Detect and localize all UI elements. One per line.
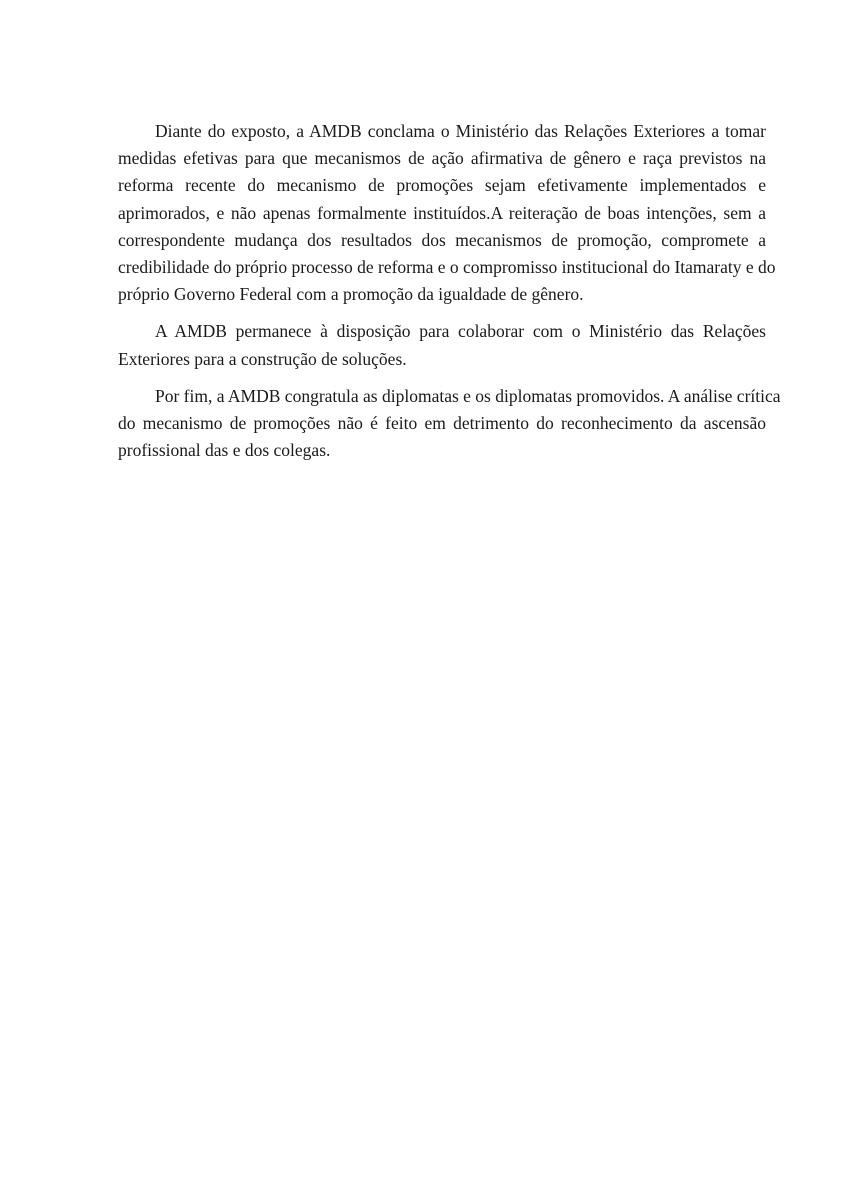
paragraph-availability [118,318,766,372]
text-line: próprio Governo Federal com a promoção da igualdade de gênero. [118,284,584,305]
text-line: Exteriores para a construção de soluções. [118,348,407,369]
text-line: reforma recente do mecanismo de promoções sejam efetivamente implementados e [118,175,766,196]
paragraph-congratulations [118,383,781,465]
paragraph-call-to-action [118,118,776,308]
text-line: A AMDB permanece à disposição para colaborar com o Ministério das Relações [155,321,766,342]
text-line: credibilidade do próprio processo de reforma e o compromisso institucional do Itamaraty e do [118,257,776,278]
text-line: Diante do exposto, a AMDB conclama o Ministério das Relações Exteriores a tomar [155,121,766,141]
text-line: profissional das e dos colegas. [118,440,331,461]
text-line: do mecanismo de promoções não é feito em detrimento do reconhecimento da ascensão [118,413,766,434]
text-line: aprimorados, e não apenas formalmente instituídos.A reiteração de boas intenções, sem a [118,202,766,223]
text-line: medidas efetivas para que mecanismos de ação afirmativa de gênero e raça previstos na [118,148,766,169]
document-body [118,118,781,474]
text-line: correspondente mudança dos resultados dos mecanismos de promoção, compromete a [118,229,766,250]
text-line: Por fim, a AMDB congratula as diplomatas e os diplomatas promovidos. A análise crítica [155,385,781,406]
